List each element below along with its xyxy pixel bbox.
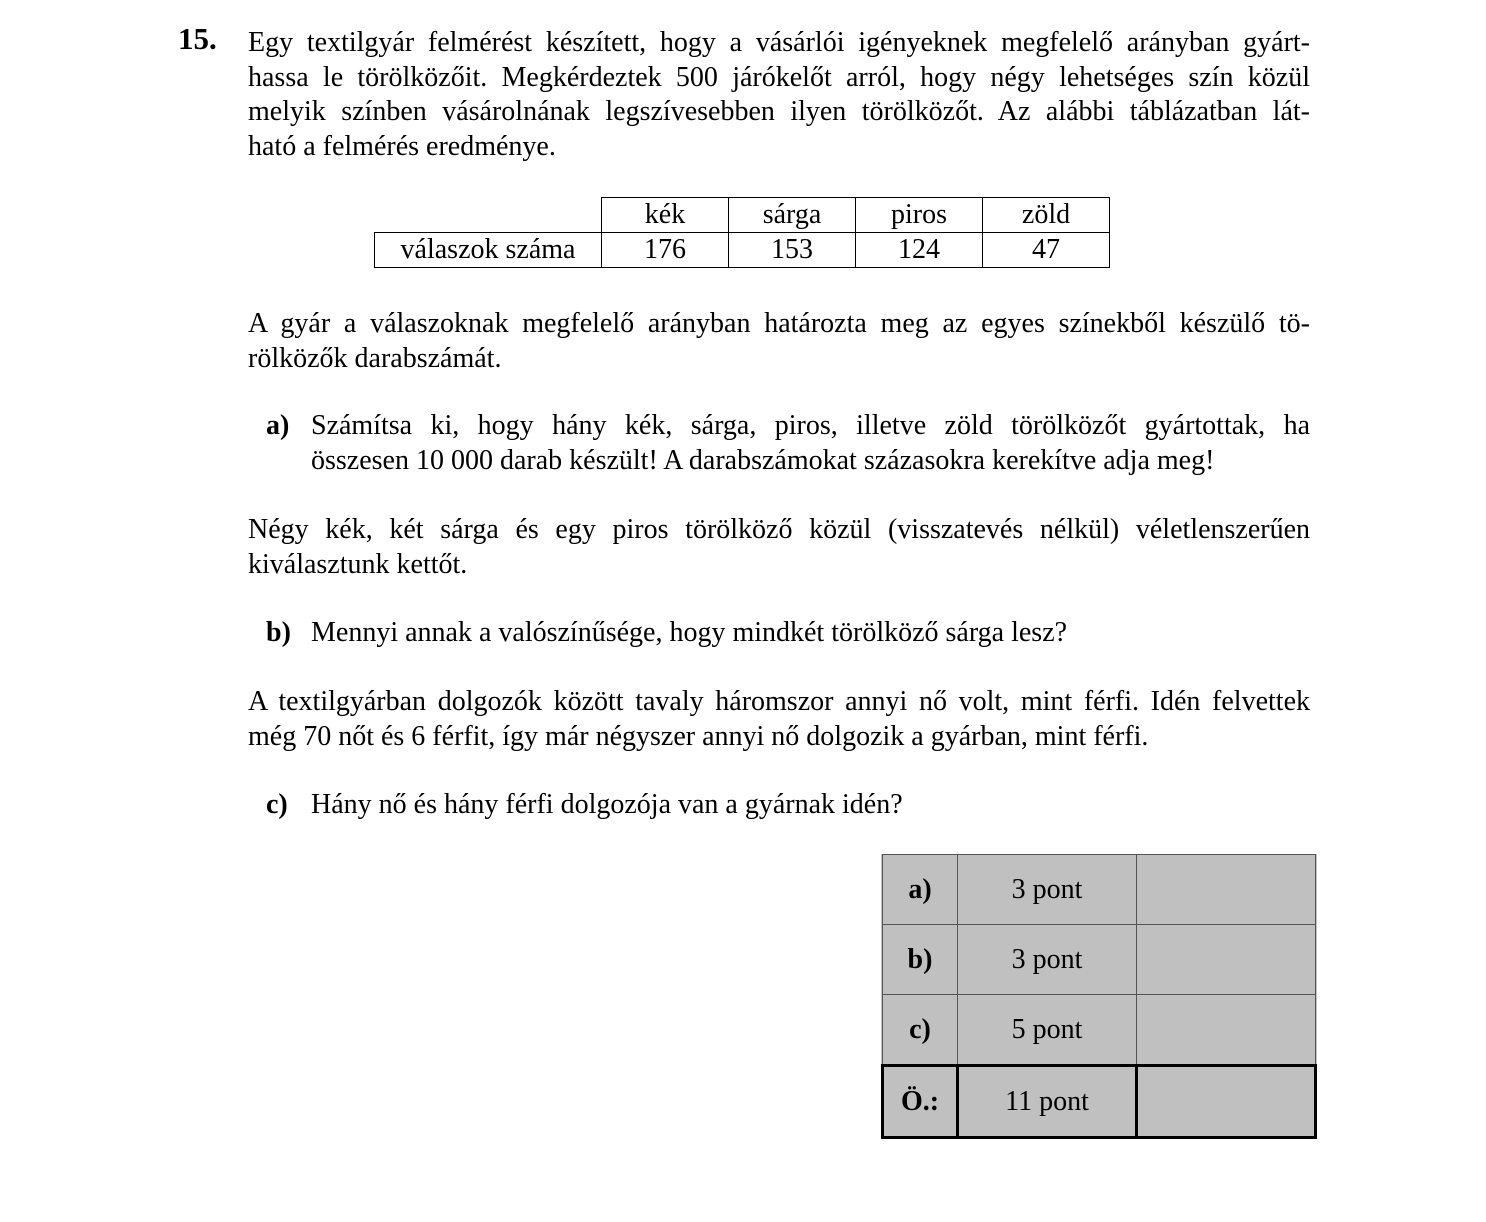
survey-value-cell: 176 [602, 233, 729, 268]
survey-corner-cell [375, 198, 602, 233]
score-earned-cell[interactable] [1137, 925, 1316, 995]
part-a-text [311, 409, 1310, 478]
part-a-label: a) [266, 410, 290, 441]
survey-header-cell: zöld [983, 198, 1110, 233]
fourth-paragraph [248, 685, 1310, 754]
score-total-row [883, 1066, 1316, 1138]
intro-line: hassa le törölközőit. Megkérdeztek 500 járókelőt arról, hogy négy lehetséges szín közül [248, 61, 1310, 93]
score-row [883, 995, 1316, 1066]
score-row [883, 925, 1316, 995]
score-earned-cell[interactable] [1137, 855, 1316, 925]
score-total-earned-cell[interactable] [1137, 1066, 1316, 1138]
paragraph-line: kiválasztunk kettőt. [248, 548, 468, 580]
intro-line: Egy textilgyár felmérést készített, hogy a vásárlói igényeknek megfelelő arányban gyárt- [248, 27, 1310, 58]
paragraph-line: rölközők darabszámát. [248, 342, 502, 374]
survey-header-cell: piros [856, 198, 983, 233]
intro-line: ható a felmérés eredménye. [248, 130, 556, 162]
paragraph-line: Négy kék, két sárga és egy piros törölköző közül (visszatevés nélkül) véletlenszerűen [248, 514, 1310, 545]
paragraph-line: A gyár a válaszoknak megfelelő arányban határozta meg az egyes színekből készülő tö- [248, 308, 1310, 339]
score-part-label: c) [883, 995, 958, 1066]
survey-header-cell: kék [602, 198, 729, 233]
part-b-text [311, 616, 1310, 651]
part-a-line: összesen 10 000 darab készült! A darabszámokat százasokra kerekítve adja meg! [311, 444, 1215, 476]
survey-row-label: válaszok száma [375, 233, 602, 268]
part-b-line: Mennyi annak a valószínűsége, hogy mindkét törölköző sárga lesz? [311, 617, 1068, 648]
score-row [883, 855, 1316, 925]
score-earned-cell[interactable] [1137, 995, 1316, 1066]
score-total-points: 11 pont [958, 1066, 1137, 1138]
part-c [266, 788, 1310, 823]
score-points: 3 pont [958, 855, 1137, 925]
survey-table [374, 197, 1110, 268]
paragraph-line: A textilgyárban dolgozók között tavaly háromszor annyi nő volt, mint férfi. Idén felvettek [248, 686, 1310, 717]
third-paragraph [248, 513, 1310, 582]
part-c-text [311, 788, 1310, 823]
part-a [266, 409, 1310, 478]
part-b-label: b) [266, 617, 291, 648]
part-c-label: c) [266, 789, 288, 820]
survey-value-cell: 47 [983, 233, 1110, 268]
score-points: 5 pont [958, 995, 1137, 1066]
survey-value-cell: 124 [856, 233, 983, 268]
score-part-label: b) [883, 925, 958, 995]
intro-line: melyik színben vásárolnának legszívesebben ilyen törölközőt. Az alábbi táblázatban lát- [248, 96, 1310, 127]
part-a-line: Számítsa ki, hogy hány kék, sárga, piros, illetve zöld törölközőt gyártottak, ha [311, 410, 1310, 441]
survey-header-cell: sárga [729, 198, 856, 233]
survey-value-cell: 153 [729, 233, 856, 268]
score-points: 3 pont [958, 925, 1137, 995]
score-table [881, 854, 1317, 1139]
intro-paragraph [248, 26, 1310, 164]
survey-value-row [375, 233, 1110, 268]
part-c-line: Hány nő és hány férfi dolgozója van a gyárnak idén? [311, 789, 903, 820]
survey-header-row [375, 198, 1110, 233]
problem-number: 15. [178, 21, 217, 56]
score-total-label: Ö.: [883, 1066, 958, 1138]
part-b [266, 616, 1310, 651]
second-paragraph [248, 307, 1310, 376]
score-part-label: a) [883, 855, 958, 925]
paragraph-line: még 70 nőt és 6 férfit, így már négyszer annyi nő dolgozik a gyárban, mint férfi. [248, 720, 1149, 752]
